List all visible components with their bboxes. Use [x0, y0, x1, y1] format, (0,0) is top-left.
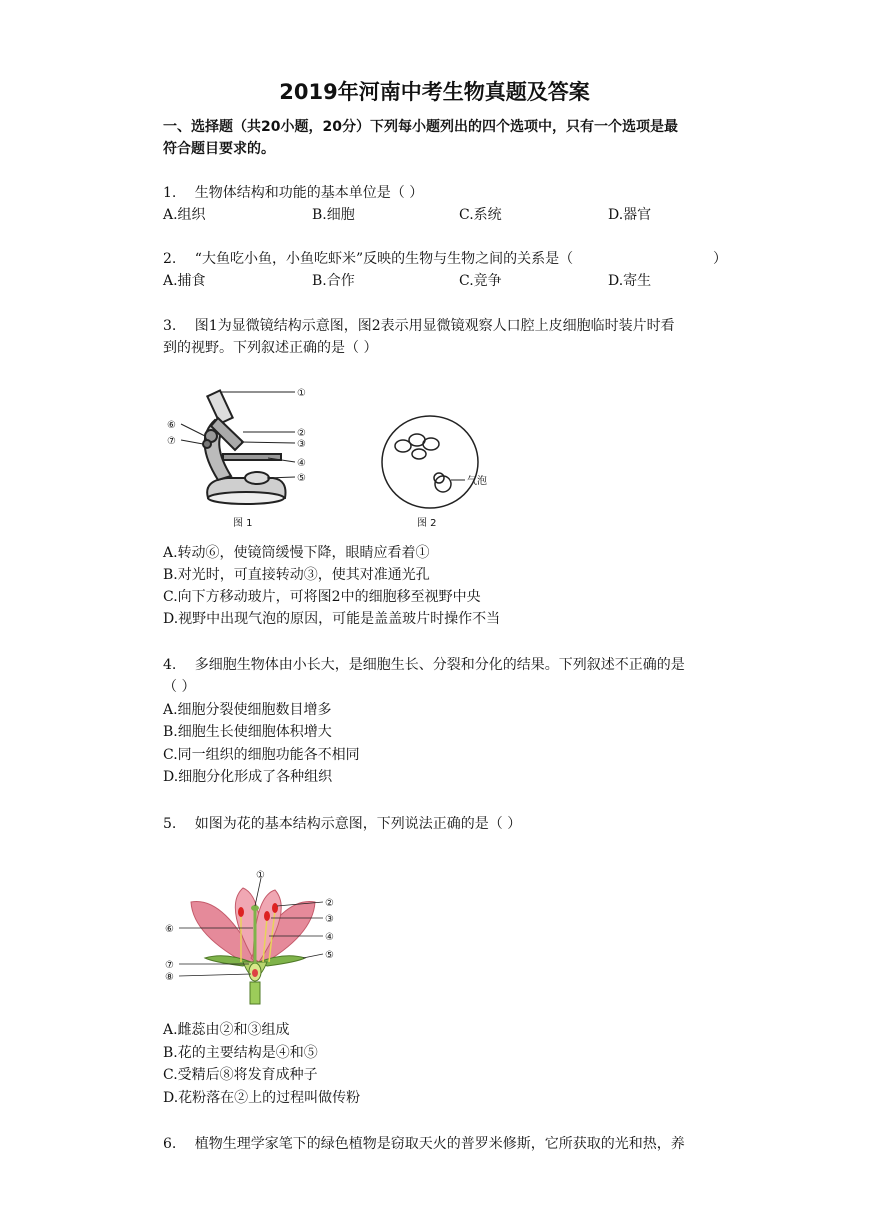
flower-label-6: ⑥	[165, 924, 174, 935]
q3-option-c: C.向下方移动玻片，可将图2中的细胞移至视野中央	[163, 589, 481, 605]
q2-stem: 2. “大鱼吃小鱼，小鱼吃虾米”反映的生物与生物之间的关系是（	[163, 251, 574, 267]
fig1-label-3: ③	[297, 439, 306, 450]
fig1-label-5: ⑤	[297, 473, 306, 484]
fig1-label-6: ⑥	[167, 420, 176, 431]
q3-figures	[163, 380, 533, 530]
flower-label-3: ③	[325, 914, 334, 925]
q1-stem: 1. 生物体结构和功能的基本单位是（ ）	[163, 185, 424, 201]
fig1-caption: 图 1	[233, 518, 253, 529]
q3-stem-line1: 3. 图1为显微镜结构示意图，图2表示用显微镜观察人口腔上皮细胞临时装片时看	[163, 318, 675, 334]
fig2-label-bubble: 气泡	[467, 476, 487, 487]
q3-option-b: B.对光时，可直接转动③，使其对准通光孔	[163, 567, 430, 583]
q1-option-a: A.组织	[163, 207, 206, 223]
q2-option-c: C.竞争	[459, 273, 502, 289]
microscope-figure	[203, 390, 286, 504]
flower-label-7: ⑦	[165, 960, 174, 971]
q1-option-d: D.器官	[608, 207, 652, 223]
flower-label-5: ⑤	[325, 950, 334, 961]
q2-option-b: B.合作	[312, 273, 355, 289]
fig1-label-7: ⑦	[167, 436, 176, 447]
flower-label-8: ⑧	[165, 972, 174, 983]
q3-option-a: A.转动⑥，使镜筒缓慢下降，眼睛应看着①	[163, 545, 430, 561]
flower-label-1: ①	[256, 870, 265, 881]
q4-option-d: D.细胞分化形成了各种组织	[163, 769, 333, 785]
flower-label-4: ④	[325, 932, 334, 943]
q4-option-c: C.同一组织的细胞功能各不相同	[163, 747, 360, 763]
q4-option-a: A.细胞分裂使细胞数目增多	[163, 702, 332, 718]
q3-stem-line2: 到的视野。下列叙述正确的是（ ）	[163, 340, 378, 356]
fig1-label-1: ①	[297, 388, 306, 399]
section-heading-line1: 一、选择题（共20小题，20分）下列每小题列出的四个选项中，只有一个选项是最	[163, 119, 678, 135]
page-title: 2019年河南中考生物真题及答案	[279, 80, 590, 104]
q2-stem-end: ）	[713, 251, 727, 267]
q1-option-b: B.细胞	[312, 207, 355, 223]
q1-option-c: C.系统	[459, 207, 502, 223]
fig1-label-2: ②	[297, 428, 306, 439]
q5-stem: 5. 如图为花的基本结构示意图，下列说法正确的是（ ）	[163, 816, 522, 832]
fig2-caption: 图 2	[417, 518, 437, 529]
q4-option-b: B.细胞生长使细胞体积增大	[163, 724, 332, 740]
field-of-view-figure	[382, 416, 478, 508]
q2-option-a: A.捕食	[163, 273, 206, 289]
q5-option-b: B.花的主要结构是④和⑤	[163, 1045, 318, 1061]
section-heading-line2: 符合题目要求的。	[163, 141, 275, 157]
q3-option-d: D.视野中出现气泡的原因，可能是盖盖玻片时操作不当	[163, 611, 501, 627]
q2-option-d: D.寄生	[608, 273, 652, 289]
q5-option-c: C.受精后⑧将发育成种子	[163, 1067, 318, 1083]
q5-option-a: A.雌蕊由②和③组成	[163, 1022, 290, 1038]
microscope-leader-lines	[181, 392, 295, 478]
q6-stem: 6. 植物生理学家笔下的绿色植物是窃取天火的普罗米修斯，它所获取的光和热，养	[163, 1136, 685, 1152]
flower-figure	[163, 866, 353, 1006]
fig1-label-4: ④	[297, 458, 306, 469]
q4-stem-line2: （ ）	[163, 679, 196, 695]
q4-stem-line1: 4. 多细胞生物体由小长大，是细胞生长、分裂和分化的结果。下列叙述不正确的是	[163, 657, 685, 673]
q5-option-d: D.花粉落在②上的过程叫做传粉	[163, 1090, 361, 1106]
flower-label-2: ②	[325, 898, 334, 909]
